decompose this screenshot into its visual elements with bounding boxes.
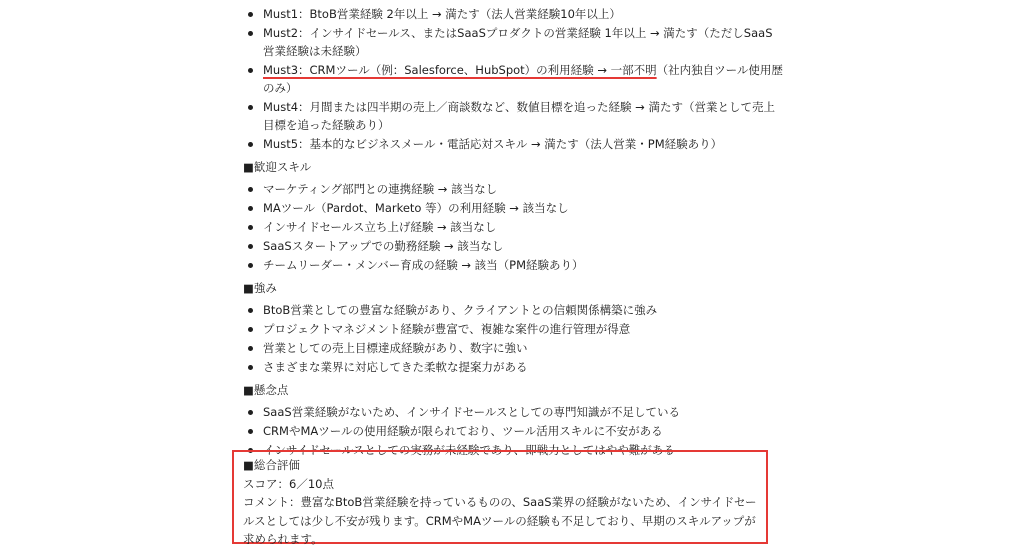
list-item: SaaSスタートアップでの勤務経験 → 該当なし	[243, 237, 783, 255]
list-item: インサイドセールスとしての実務が未経験であり、即戦力としてはやや難がある	[243, 441, 783, 459]
list-item: プロジェクトマネジメント経験が豊富で、複雑な案件の進行管理が得意	[243, 320, 783, 338]
list-item: Must2：インサイドセールス、またはSaaSプロダクトの営業経験 1年以上 → 満たす（ただしSaaS営業経験は未経験）	[243, 24, 783, 60]
list-item	[243, 61, 783, 97]
strengths-heading: ■強み	[243, 281, 277, 295]
list-item: CRMやMAツールの使用経験が限られており、ツール活用スキルに不安がある	[243, 422, 783, 440]
highlighted-must3-text: Must3：CRMツール（例：Salesforce、HubSpot）の利用経験 → 一部不明	[263, 63, 657, 77]
list-item: チームリーダー・メンバー育成の経験 → 該当（PM経験あり）	[243, 256, 783, 274]
must-requirements-list	[243, 5, 783, 153]
document-body	[243, 0, 783, 460]
welcome-skills-heading: ■歓迎スキル	[243, 160, 312, 174]
evaluation-heading: ■総合評価	[243, 458, 300, 472]
evaluation-score: スコア：6／10点	[243, 476, 334, 491]
evaluation-comment: コメント：豊富なBtoB営業経験を持っているものの、SaaS業界の経験がないため、インサイドセールスとしては少し不安が残ります。CRMやMAツールの経験も不足しており、早期のスキルアップが求められます。	[243, 495, 757, 546]
list-item: BtoB営業としての豊富な経験があり、クライアントとの信頼関係構築に強み	[243, 301, 783, 319]
list-item: MAツール（Pardot、Marketo 等）の利用経験 → 該当なし	[243, 199, 783, 217]
list-item: Must1：BtoB営業経験 2年以上 → 満たす（法人営業経験10年以上）	[243, 5, 783, 23]
list-item: Must5：基本的なビジネスメール・電話応対スキル → 満たす（法人営業・PM経験あり）	[243, 135, 783, 153]
welcome-skills-list	[243, 180, 783, 274]
overall-evaluation-box	[232, 450, 768, 544]
list-item: Must4：月間または四半期の売上／商談数など、数値目標を追った経験 → 満たす（営業として売上目標を追った経験あり）	[243, 98, 783, 134]
list-item: インサイドセールス立ち上げ経験 → 該当なし	[243, 218, 783, 236]
list-item: マーケティング部門との連携経験 → 該当なし	[243, 180, 783, 198]
concerns-heading: ■懸念点	[243, 383, 289, 397]
list-item: 営業としての売上目標達成経験があり、数字に強い	[243, 339, 783, 357]
list-item: さまざまな業界に対応してきた柔軟な提案力がある	[243, 358, 783, 376]
strengths-list	[243, 301, 783, 376]
list-item: SaaS営業経験がないため、インサイドセールスとしての専門知識が不足している	[243, 403, 783, 421]
must3-note: （社内独自ツール使用歴のみ）	[263, 63, 783, 95]
